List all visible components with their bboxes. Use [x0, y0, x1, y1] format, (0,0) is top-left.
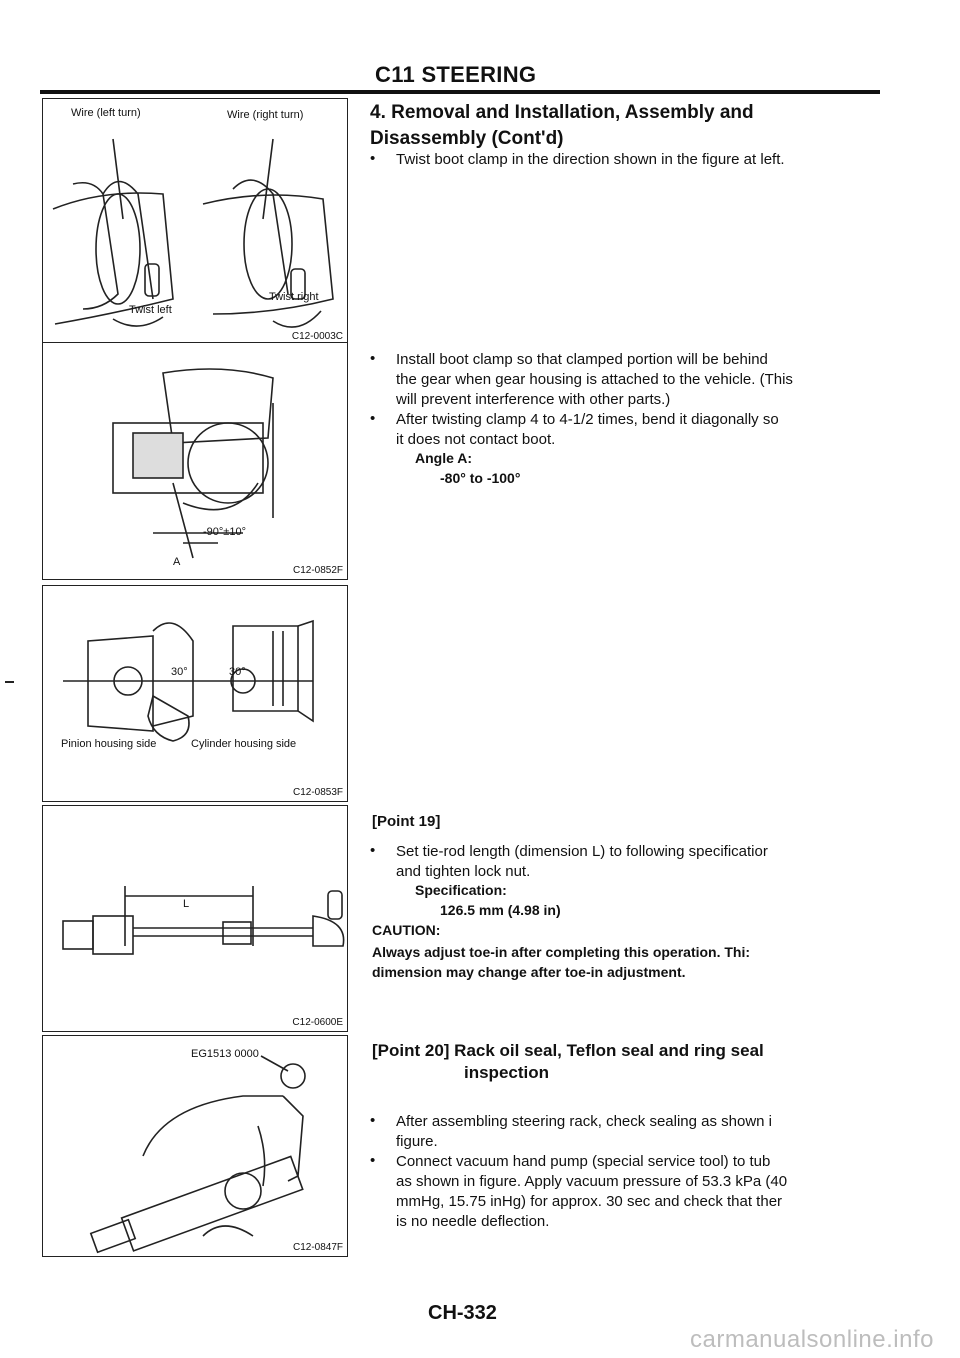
figure-code: C12-0003C — [291, 331, 343, 342]
point-20-heading — [372, 1040, 872, 1084]
bullet-vacuum-line1: Connect vacuum hand pump (special service tool) to tub — [396, 1153, 771, 1170]
figure-clamp-angle-drawing — [43, 343, 347, 579]
label-pinion-housing: Pinion housing side — [61, 738, 157, 750]
label-angle-right: 30° — [229, 666, 246, 678]
bullet-dot: • — [370, 150, 376, 167]
caution-line2: dimension may change after toe-in adjustment. — [372, 964, 686, 980]
label-twist-right: Twist right — [269, 291, 319, 303]
figure-housing-sides — [42, 585, 348, 802]
label-wire-right-turn: Wire (right turn) — [227, 109, 304, 121]
bullet-twist-times-line2: it does not contact boot. — [396, 431, 556, 448]
watermark: carmanualsonline.info — [690, 1326, 934, 1353]
spec-value: 126.5 mm (4.98 in) — [440, 902, 561, 918]
label-angle: -90°±10° — [203, 526, 246, 538]
figure-code: C12-0847F — [292, 1242, 343, 1253]
figure-code: C12-0600E — [292, 1017, 343, 1028]
page-header-title: C11 STEERING — [375, 62, 537, 87]
section-heading-line1: 4. Removal and Installation, Assembly and — [370, 102, 754, 123]
caution-line1: Always adjust toe-in after completing this operation. Thi: — [372, 944, 751, 960]
bullet-install-line3: will prevent interference with other parts.) — [396, 391, 671, 408]
angle-a-label: Angle A: — [415, 450, 473, 466]
label-tool-number: EG1513 0000 — [191, 1048, 259, 1060]
bullet-dot: • — [370, 350, 376, 367]
figure-code: C12-0853F — [292, 787, 343, 798]
bullet-dot: • — [370, 1112, 376, 1129]
label-wire-left-turn: Wire (left turn) — [71, 107, 141, 119]
figure-vacuum-pump — [42, 1035, 348, 1257]
bullet-vacuum-line3: mmHg, 15.75 inHg) for approx. 30 sec and check that ther — [396, 1193, 783, 1210]
point-20-heading-line2: inspection — [464, 1063, 550, 1082]
figure-housing-sides-drawing — [43, 586, 347, 801]
label-cylinder-housing: Cylinder housing side — [191, 738, 297, 750]
bullet-set-tie-rod-line1: Set tie-rod length (dimension L) to following specificatior — [396, 843, 768, 860]
bullet-dot: • — [370, 1152, 376, 1169]
bullet-vacuum-line4: is no needle deflection. — [396, 1213, 550, 1230]
label-angle-left: 30° — [171, 666, 188, 678]
header-rule — [40, 90, 880, 94]
point-20-heading-line1: [Point 20] Rack oil seal, Teflon seal and ring seal — [372, 1041, 764, 1060]
label-a: A — [173, 556, 181, 568]
bullet-twist-times — [396, 410, 896, 450]
bullet-set-tie-rod — [396, 842, 896, 882]
bullet-vacuum-line2: as shown in figure. Apply vacuum pressure of 53.3 kPa (40 — [396, 1173, 788, 1190]
figure-boot-clamp-twist-drawing — [43, 99, 347, 345]
bullet-vacuum-pump — [396, 1152, 896, 1232]
bullet-install-line1: Install boot clamp so that clamped portion will be behind — [396, 351, 768, 368]
bullet-twist-times-line1: After twisting clamp 4 to 4-1/2 times, bend it diagonally so — [396, 411, 779, 428]
point-19-heading: [Point 19] — [372, 813, 441, 830]
figure-boot-clamp-twist — [42, 98, 348, 346]
figure-clamp-angle — [42, 342, 348, 580]
bullet-install-line2: the gear when gear housing is attached to the vehicle. (This — [396, 371, 793, 388]
figure-tie-rod-length — [42, 805, 348, 1032]
spec-label: Specification: — [415, 882, 507, 898]
label-twist-left: Twist left — [129, 304, 172, 316]
section-heading-line2: Disassembly (Cont'd) — [370, 128, 564, 149]
bullet-check-sealing — [396, 1112, 896, 1152]
label-dimension-l: L — [183, 898, 190, 910]
figure-code: C12-0852F — [292, 565, 343, 576]
bullet-set-tie-rod-line2: and tighten lock nut. — [396, 863, 531, 880]
bullet-dot: • — [370, 842, 376, 859]
margin-mark — [5, 681, 14, 683]
bullet-twist-clamp: Twist boot clamp in the direction shown in the figure at left. — [396, 151, 785, 168]
page-number: CH-332 — [428, 1302, 497, 1324]
figure-tie-rod-length-drawing — [43, 806, 347, 1031]
caution-text — [372, 942, 872, 982]
figure-vacuum-pump-drawing — [43, 1036, 347, 1256]
bullet-check-sealing-line2: figure. — [396, 1133, 438, 1150]
section-heading — [370, 100, 870, 152]
caution-label: CAUTION: — [372, 922, 441, 938]
angle-a-value: -80° to -100° — [440, 470, 521, 486]
bullet-check-sealing-line1: After assembling steering rack, check sealing as shown i — [396, 1113, 773, 1130]
bullet-install-clamp — [396, 350, 896, 410]
bullet-dot: • — [370, 410, 376, 427]
